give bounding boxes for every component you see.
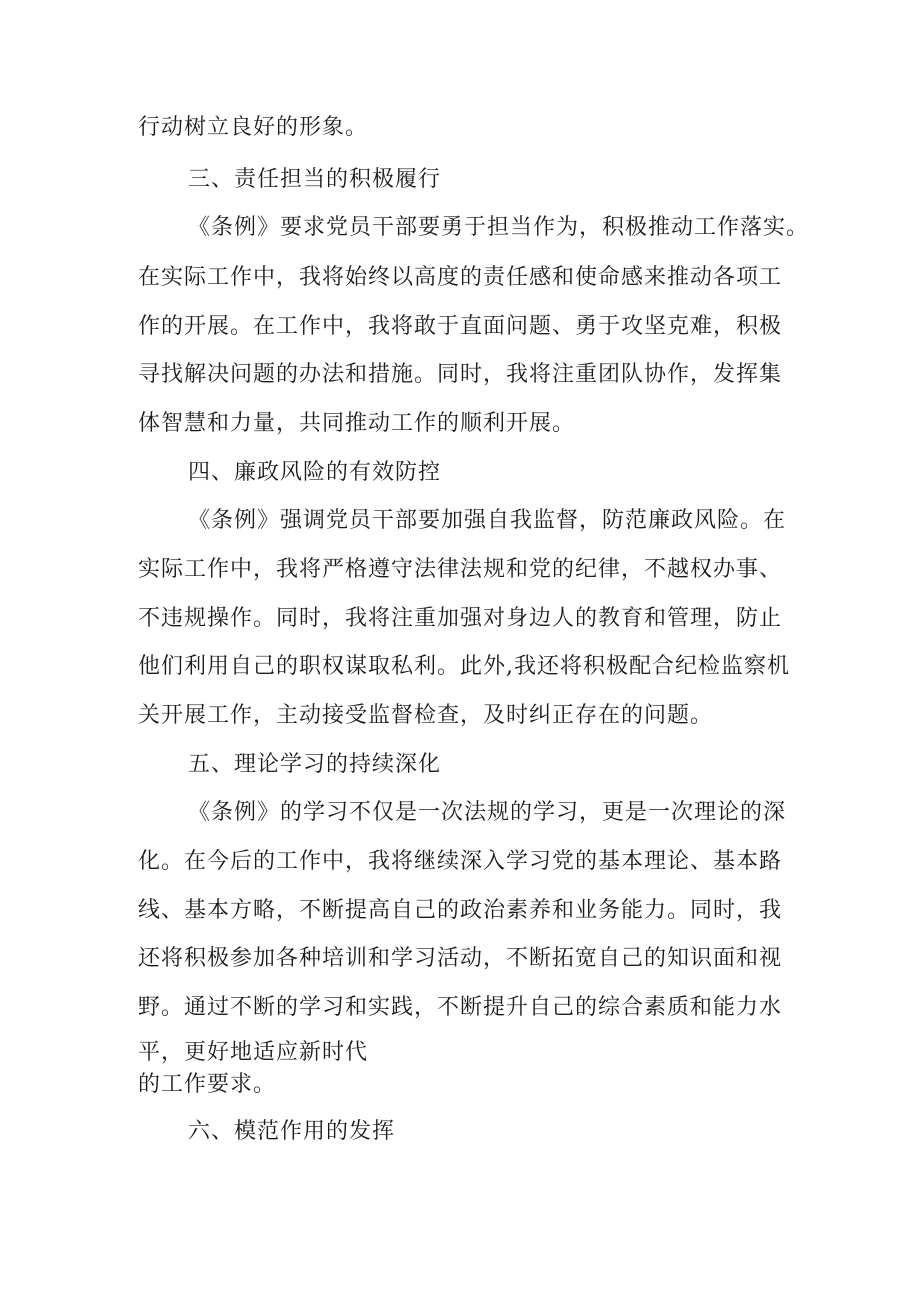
paragraph-line: 寻找解决问题的办法和措施。同时，我将注重团队协作，发挥集 (138, 362, 783, 387)
paragraph-line: 线、基本方略，不断提高自己的政治素养和业务能力。同时，我 (138, 898, 783, 923)
paragraph-line: 平，更好地适应新时代 (138, 1040, 369, 1065)
paragraph-line: 的工作要求。 (138, 1072, 277, 1097)
paragraph-line: 在实际工作中，我将始终以高度的责任感和使命感来推动各项工 (138, 265, 783, 290)
paragraph-line: 行动树立良好的形象。 (138, 115, 369, 140)
paragraph-line: 他们利用自己的职权谋取私利。此外,我还将积极配合纪检监察机 (138, 654, 790, 679)
paragraph-line: 化。在今后的工作中，我将继续深入学习党的基本理论、基本路 (138, 849, 783, 874)
paragraph-line: 《条例》的学习不仅是一次法规的学习，更是一次理论的深 (188, 800, 787, 825)
section-heading-6: 六、模范作用的发挥 (188, 1119, 396, 1144)
paragraph-line: 体智慧和力量，共同推动工作的顺利开展。 (138, 411, 576, 436)
section-heading-3: 三、责任担当的积极履行 (188, 167, 442, 192)
paragraph-line: 《条例》要求党员干部要勇于担当作为，积极推动工作落实。 (188, 215, 810, 240)
paragraph-line: 不违规操作。同时，我将注重加强对身边人的教育和管理，防止 (138, 606, 783, 631)
section-heading-5: 五、理论学习的持续深化 (188, 752, 442, 777)
paragraph-line: 作的开展。在工作中，我将敢于直面问题、勇于攻坚克难，积极 (138, 314, 783, 339)
paragraph-line: 《条例》强调党员干部要加强自我监督，防范廉政风险。在 (188, 508, 787, 533)
paragraph-line: 实际工作中，我将严格遵守法律法规和党的纪律，不越权办事、 (138, 557, 783, 582)
paragraph-line: 还将积极参加各种培训和学习活动，不断拓宽自己的知识面和视 (138, 946, 783, 971)
section-heading-4: 四、廉政风险的有效防控 (188, 460, 442, 485)
paragraph-line: 野。通过不断的学习和实践，不断提升自己的综合素质和能力水 (138, 995, 783, 1020)
paragraph-line: 关开展工作，主动接受监督检查，及时纠正存在的问题。 (138, 703, 714, 728)
